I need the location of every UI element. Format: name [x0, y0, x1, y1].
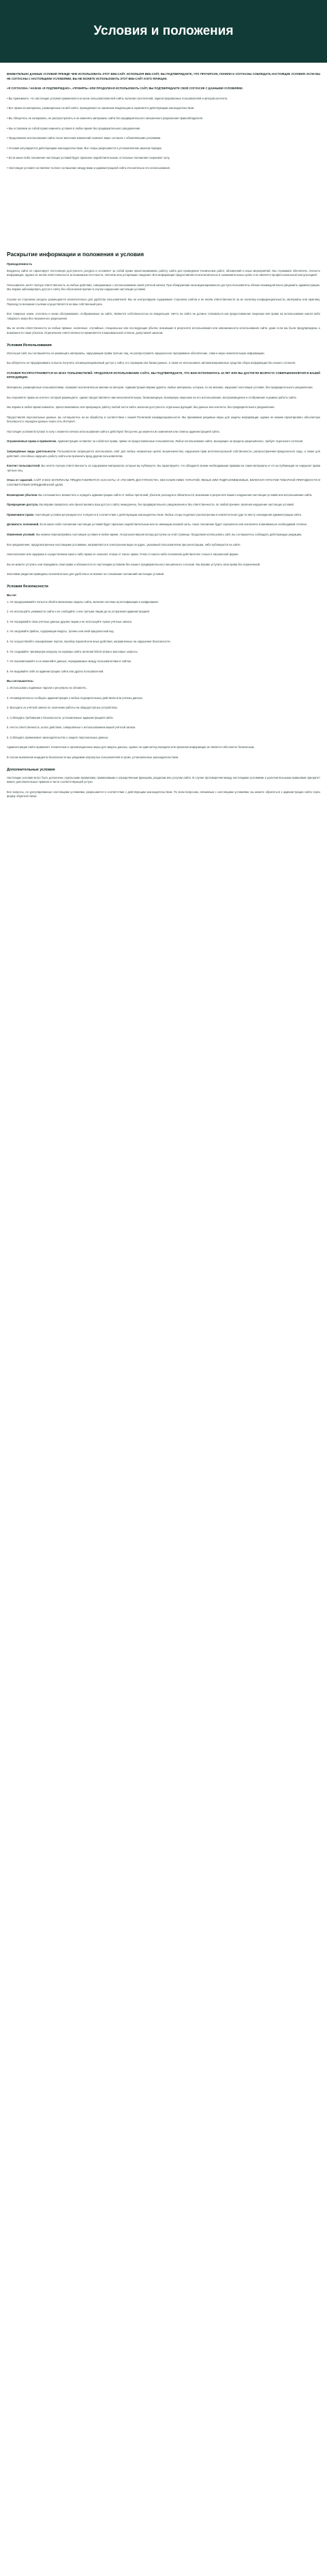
section-paragraph: Заголовки разделов приведены исключительно для удобства и не влияют на толкование положений настоящих условий.: [7, 572, 165, 576]
intro-paragraph: • Продолжение использования сайта после внесения изменений означает ваше согласие с обновлёнными условиями.: [7, 136, 161, 140]
list-item: 5. Не осуществляйте сканирование портов, перебор паролей или иные действия, направленные на нарушение безопасности.: [7, 639, 171, 643]
lead-paragraph: [7, 439, 320, 444]
lead-text: Администрация оставляет за собой все права, прямо не предоставленные пользователю. Любое использование сайта, выходящее за пределы разрешённого, требует отдельного согласия.: [57, 439, 304, 444]
lead-label: Отказ от гарантий.: [7, 478, 33, 482]
section-paragraph: В случае выявления инцидента безопасности мы уведомим затронутых пользователей в сроки, установленные законодательством.: [7, 756, 179, 760]
section-paragraph: Пользователь несёт полную ответственность за любые действия, совершаемые с использованием своей учётной записи. При обнаружении несанкционированного доступа пользователь обязан незамедлительно уведомить администрацию. Мы вправе заблокировать доступ к сайту без объяснения причин в случае нарушения настоящих условий.: [7, 283, 320, 292]
subsection-heading: Вы не:: [7, 593, 17, 597]
lead-label: Возмещение убытков.: [7, 493, 38, 497]
section-paragraph: Используя сайт, вы соглашаетесь не размещать материалы, нарушающие права третьих лиц, не распространять вредоносное программное обеспечение, спам и иную нежелательную информацию.: [7, 351, 265, 355]
list-item: 2. Незамедлительно сообщать администрации о любых подозрительных действиях или утечках данных.: [7, 696, 143, 700]
lead-paragraph: [7, 478, 320, 487]
section-paragraph: Мы не несём ответственности за любые прямые, косвенные, случайные, специальные или последующие убытки, возникшие в результате использования или невозможности использования сайта, даже если мы были предупреждены о возможности таких убытков. Ограничение ответственности применяется в максимальной степени, допустимой законом.: [7, 326, 320, 335]
intro-paragraph: • Вы обязуетесь не копировать, не распространять и не изменять материалы сайта без предварительного письменного разрешения правообладателя.: [7, 116, 204, 120]
list-item: 1. Использовать надёжные пароли и регулярно их обновлять.: [7, 685, 87, 689]
intro-paragraph: • Настоящие условия составляют полное соглашение между вами и администрацией сайта относительно его использования.: [7, 166, 170, 170]
section-heading-security: Условия безопасности: [7, 584, 48, 589]
lead-text: Если какое-либо положение настоящих условий будет признано недействительным или не имеющим исковой силы, такое положение будет ограничено или исключено в минимально необходимой степени.: [40, 523, 307, 527]
lead-paragraph: [7, 450, 320, 459]
lead-text: Мы можем пересматривать настоящие условия в любое время. Актуальная версия всегда доступна на этой странице. Продолжая использовать сайт, вы соглашаетесь соблюдать действующую редакцию.: [35, 533, 302, 536]
section-paragraph: Администрация сайта применяет технические и организационные меры для защиты данных, однако ни один метод передачи или хранения информации не является абсолютно безопасным.: [7, 745, 255, 749]
subsection-heading: Вы соглашаетесь:: [7, 679, 34, 683]
section-paragraph: Вы не можете уступать или передавать свои права и обязанности по настоящим условиям без нашего предварительного письменного согласия. Мы вправе уступить свои права без ограничений.: [7, 562, 261, 566]
list-item: 3. Не передавайте свои учётные данные другим лицам и не используйте чужие учётные записи.: [7, 619, 133, 623]
section-heading-terms-of-use: Условия Использования: [7, 343, 52, 347]
lead-paragraph: [7, 513, 320, 518]
lead-label: Изменения условий.: [7, 533, 35, 536]
lead-paragraph: [7, 464, 320, 473]
section-paragraph: Неисполнение или задержка в осуществлении какого-либо права не означает отказа от такого права. Отказ от какого-либо положения действителен только в письменной форме.: [7, 553, 239, 557]
intro-paragraph: • Если какое-либо положение настоящих условий будет признано недействительным, остальные положения сохраняют силу.: [7, 156, 170, 160]
lead-paragraph: [7, 523, 320, 527]
page-title: Условия и положения: [93, 24, 234, 38]
lead-text: Мы вправе прекратить или приостановить ваш доступ к сайту немедленно, без предварительного уведомления и без ответственности, по любой причине, включая нарушение настоящих условий.: [39, 503, 294, 507]
section-paragraph: Все уведомления, предусмотренные настоящими условиями, направляются в электронном виде на адрес, указанный пользователем при регистрации, либо публикуются на сайте.: [7, 542, 241, 546]
list-item: 5. Нести ответственность за все действия, совершённые с использованием вашей учётной записи.: [7, 726, 136, 730]
list-item: 8. Не выдавайте себя за администрацию сайта или других пользователей.: [7, 669, 104, 673]
lead-paragraph: [7, 503, 320, 508]
lead-label: Применимое право.: [7, 512, 35, 516]
lead-text: Настоящие условия регулируются и толкуются в соответствии с действующим законодательством. Любые споры подлежат рассмотрению в компетентном суде по месту нахождения администрации сайта.: [35, 512, 302, 516]
intro-paragraph: «Я СОГЛАСЕН» / НАЖАВ «Я ПОДТВЕРЖДАЮ», «ПРИНЯТЬ» ИЛИ ПРОДОЛЖАЯ ИСПОЛЬЗОВАТЬ САЙТ, ВЫ ПОДТВЕРЖДАЕТЕ СВОЁ СОГЛАСИЕ С ДАННЫМИ УСЛОВИЯМИ.: [7, 87, 243, 91]
lead-paragraph: [7, 533, 320, 538]
intro-section: [7, 72, 320, 243]
intro-paragraph: • Условия регулируются действующим законодательством. Все споры разрешаются в установленном законом порядке.: [7, 146, 163, 150]
lead-label: Запрещённые виды деятельности.: [7, 450, 57, 454]
section-paragraph: УСЛОВИЯ РАСПРОСТРАНЯЮТСЯ НА ВСЕХ ПОЛЬЗОВАТЕЛЕЙ. ПРОДОЛЖАЯ ИСПОЛЬЗОВАНИЕ САЙТА, ВЫ ПОДТВЕРЖДАЕТЕ, ЧТО ВАМ ИСПОЛНИЛОСЬ 18 ЛЕТ ИЛИ ВЫ ДОСТИГЛИ ВОЗРАСТА СОВЕРШЕННОЛЕТИЯ В ВАШЕЙ ЮРИСДИКЦИИ.: [7, 371, 320, 379]
section-paragraph: Владелец сайта не гарантирует постоянную доступность ресурса и оставляет за собой право приостанавливать работу сайта для проведения технических работ, обновлений и иных мероприятий. Мы стремимся обеспечить точность информации, однако не несём ответственности за возможные неточности, опечатки или устаревшие сведения. Вся информация предоставляется исключительно в ознакомительных целях и не является профессиональной консультацией.: [7, 268, 320, 277]
section-paragraph: Настоящие условия вступают в силу с момента начала использования сайта и действуют бессрочно до момента их изменения или отмены администрацией сайта.: [7, 429, 220, 433]
lead-label: Делимость положений.: [7, 523, 40, 527]
intro-paragraph: ВНИМАТЕЛЬНО ДАННЫЕ УСЛОВИЯ ПРЕЖДЕ ЧЕМ ИСПОЛЬЗОВАТЬ ЭТОТ ВЕБ-САЙТ. ИСПОЛЬЗУЯ ВЕБ-САЙТ, ВЫ ПОДТВЕРЖДАЕТЕ, ЧТО ПРОЧИТАЛИ, ПОНЯЛИ И СОГЛАСНЫ СОБЛЮДАТЬ НАСТОЯЩИЕ УСЛОВИЯ. ЕСЛИ ВЫ НЕ СОГЛАСНЫ С НАСТОЯЩИМИ УСЛОВИЯМИ, ВЫ НЕ МОЖЕТЕ ИСПОЛЬЗОВАТЬ ЭТОТ ВЕБ-САЙТ И ЕГО ФУНКЦИИ.: [7, 72, 320, 80]
section-paragraph: Все вопросы, не урегулированные настоящими условиями, разрешаются в соответствии с действующим законодательством. По всем вопросам, связанным с настоящими условиями, вы можете обратиться к администрации сайта через форму обратной связи.: [7, 790, 320, 798]
lead-text: Вы соглашаетесь возместить и оградить администрацию сайта от любых претензий, убытков, расходов и обязательств, возникших в результате вашего нарушения настоящих условий или использования сайта.: [38, 493, 313, 497]
intro-paragraph: • Все права на материалы, размещённые на веб-сайте, принадлежат их законным владельцам и охраняются действующим законодательством.: [7, 106, 195, 110]
lead-label: Контент пользователей.: [7, 464, 41, 468]
intro-paragraph: • Вы принимаете, что настоящие условия применяются ко всем пользователям веб-сайта, включая посетителей, зарегистрированных пользователей и авторов контента.: [7, 96, 228, 100]
content-area: [0, 63, 327, 799]
list-item: 4. Соблюдать требования к безопасности, установленные администрацией сайта.: [7, 715, 114, 719]
list-item: 6. Соблюдать применимое законодательство о защите персональных данных.: [7, 735, 109, 739]
list-item: 6. Не создавайте чрезмерную нагрузку на серверы сайта, включая DDoS-атаки и массовые запросы.: [7, 649, 138, 653]
list-item: 7. Не перехватывайте и не изменяйте данные, передаваемые между пользователями и сайтом.: [7, 659, 132, 664]
section-paragraph: Предоставляя персональные данные, вы соглашаетесь на их обработку в соответствии с нашей Политикой конфиденциальности. Мы принимаем разумные меры для защиты информации, однако не можем гарантировать абсолютную безопасность передачи данных через сеть Интернет.: [7, 415, 320, 424]
lead-paragraph: [7, 493, 320, 498]
section-paragraph: Материалы, размещённые пользователями, отражают исключительно мнение их авторов. Администрация вправе удалять любые материалы, которые, по её мнению, нарушают настоящие условия, без предварительного уведомления.: [7, 385, 313, 389]
lead-text: Пользователю запрещается использовать сайт для любых незаконных целей, мошенничества, нарушения прав интеллектуальной собственности, распространения вредоносного кода, а также для действий, способных нарушить работу сайта или причинить вред другим пользователям.: [7, 450, 320, 458]
lead-label: Ограниченные права и привилегии.: [7, 439, 57, 444]
section-paragraph: Вы обязуетесь не предпринимать попыток получить несанкционированный доступ к сайту, его серверам или базам данных, а также не использовать автоматизированные средства сбора информации без нашего согласия.: [7, 361, 296, 365]
section-heading-disclosure: Раскрытие информации и положения и условия: [7, 251, 144, 258]
lead-label: Прекращение доступа.: [7, 503, 39, 507]
section-paragraph: Настоящие условия могут быть дополнены отдельными правилами, применимыми к определённым функциям, разделам или услугам сайта. В случае противоречия между настоящими условиями и дополнительными правилами приоритет имеют дополнительные правила в части соответствующей услуги.: [7, 775, 320, 784]
list-item: 4. Не загружайте файлы, содержащие вирусы, трояны или иной вредоносный код.: [7, 630, 114, 634]
list-item: 2. Не используйте уязвимости сайта и не сообщайте о них третьим лицам до их устранения администрацией.: [7, 610, 150, 614]
list-item: 3. Выходить из учётной записи по окончании работы на общедоступных устройствах.: [7, 706, 119, 710]
section-heading-additional: Дополнительные условия: [7, 767, 55, 772]
section-paragraph: Ссылки на сторонние ресурсы размещаются исключительно для удобства пользователей. Мы не контролируем содержимое сторонних сайтов и не несём ответственности за их политику конфиденциальности, материалы или практику. Переход по внешним ссылкам осуществляется на ваш собственный риск.: [7, 297, 320, 306]
page-header-banner: [0, 0, 327, 63]
section-paragraph: Вы сохраняете права на контент, который размещаете, однако предоставляете нам неисключительную, безвозмездную, всемирную лицензию на его использование, воспроизведение и отображение в рамках работы сайта.: [7, 395, 297, 399]
intro-paragraph: • Мы оставляем за собой право изменять условия в любое время без предварительного уведомления.: [7, 126, 141, 130]
lead-text: САЙТ И ВСЕ МАТЕРИАЛЫ ПРЕДОСТАВЛЯЮТСЯ «КАК ЕСТЬ» И «ПО МЕРЕ ДОСТУПНОСТИ», БЕЗ КАКИХ-ЛИБО ГАРАНТИЙ, ЯВНЫХ ИЛИ ПОДРАЗУМЕВАЕМЫХ, ВКЛЮЧАЯ ГАРАНТИИ ТОВАРНОЙ ПРИГОДНОСТИ И СООТВЕТСТВИЯ ОПРЕДЕЛЁННОЙ ЦЕЛИ.: [7, 478, 321, 487]
lead-text: Вы несёте полную ответственность за содержание материалов, которые вы публикуете. Вы гарантируете, что обладаете всеми необходимыми правами на такие материалы и что их публикация не нарушает права третьих лиц.: [7, 464, 320, 472]
section-paragraph: Мы вправе в любое время изменять, приостанавливать или прекращать работу любой части сайта, включая доступность отдельных функций, баз данных или контента, без предварительного уведомления.: [7, 405, 275, 409]
list-item: 1. Не предпринимайте попыток обойти механизмы защиты сайта, включая системы аутентификации и шифрования.: [7, 600, 159, 604]
section-paragraph: Все товарные знаки, логотипы и знаки обслуживания, отображаемые на сайте, являются собственностью их владельцев. Ничто на сайте не должно толковаться как предоставление лицензии или права на использование какого-либо товарного знака без письменного разрешения.: [7, 312, 320, 320]
subsection-heading: Принадлежность: [7, 262, 33, 266]
